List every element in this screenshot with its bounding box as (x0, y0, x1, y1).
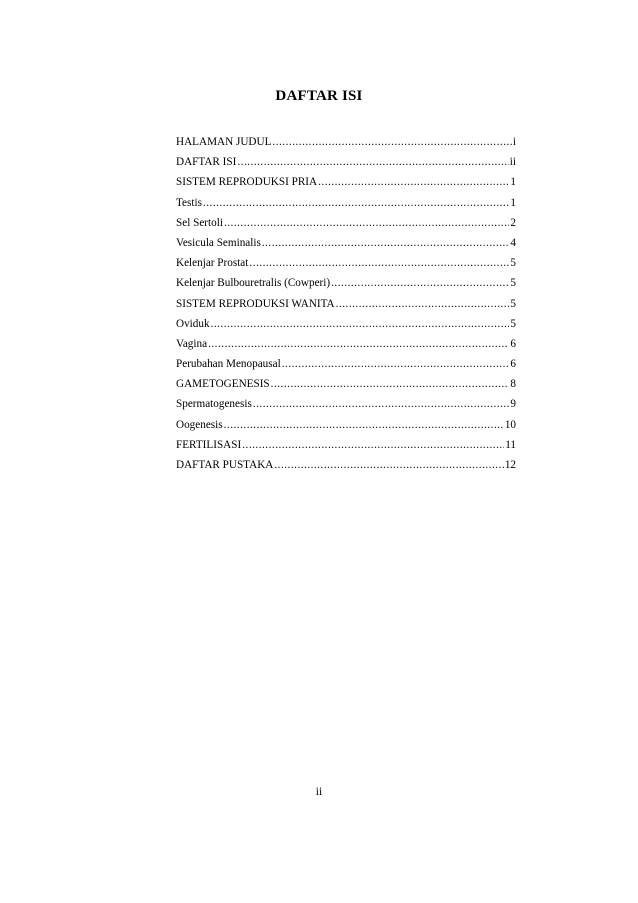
toc-entry-page: 1 (510, 196, 516, 209)
dot-leader (203, 197, 509, 209)
toc-entry-page: 5 (510, 257, 516, 270)
toc-entry (176, 217, 516, 237)
toc-entry-label: GAMETOGENESIS (176, 378, 270, 391)
toc-entry (176, 197, 516, 217)
toc-entry-page: 2 (510, 216, 516, 229)
toc-entry-page: ii (509, 156, 516, 169)
dot-leader (272, 136, 511, 148)
dot-leader (262, 237, 510, 249)
dot-leader (211, 318, 510, 330)
toc-entry (176, 419, 516, 439)
toc-entry-page: 4 (510, 236, 516, 249)
dot-leader (224, 419, 504, 431)
toc-entry-label: Oviduk (176, 317, 210, 330)
toc-entry-page: 5 (510, 277, 516, 290)
page-title: DAFTAR ISI (275, 88, 363, 104)
toc-entry-page: 1 (510, 176, 516, 189)
toc-entry (176, 277, 516, 297)
toc-entry-page: i (512, 136, 516, 148)
dot-leader (331, 277, 509, 289)
toc-entry-page: 8 (510, 378, 516, 391)
dot-leader (249, 257, 509, 269)
toc-entry (176, 257, 516, 277)
toc-entry-page: 6 (510, 337, 516, 350)
toc-entry-label: Spermatogenesis (176, 398, 252, 411)
dot-leader (242, 439, 504, 451)
dot-leader (336, 298, 510, 310)
toc-entry (176, 439, 516, 459)
dot-leader (318, 176, 509, 188)
toc-entry (176, 237, 516, 257)
toc-entry-label: Oogenesis (176, 418, 223, 431)
dot-leader (282, 358, 510, 370)
toc-entry-label: Vagina (176, 337, 208, 350)
toc-entry-label: DAFTAR ISI (176, 156, 237, 169)
toc-entry (176, 378, 516, 398)
toc-entry-label: Perubahan Menopausal (176, 358, 281, 371)
toc-entry-page: 5 (510, 317, 516, 330)
toc-entry (176, 156, 516, 176)
table-of-contents (176, 136, 516, 479)
toc-entry-page: 6 (510, 358, 516, 371)
toc-entry-page: 9 (510, 398, 516, 411)
toc-entry-label: Testis (176, 196, 202, 209)
toc-entry-label: SISTEM REPRODUKSI WANITA (176, 297, 335, 310)
toc-entry (176, 398, 516, 418)
toc-entry (176, 298, 516, 318)
toc-entry (176, 176, 516, 196)
toc-entry-page: 12 (504, 459, 516, 471)
toc-entry (176, 318, 516, 338)
dot-leader (253, 398, 510, 410)
toc-entry-label: Sel Sertoli (176, 216, 223, 229)
dot-leader (208, 338, 509, 350)
toc-entry-label: DAFTAR PUSTAKA (176, 459, 274, 471)
toc-entry-page: 11 (505, 438, 516, 451)
toc-entry (176, 338, 516, 358)
page-number: ii (315, 786, 323, 798)
dot-leader (274, 459, 503, 471)
toc-entry-page: 5 (510, 297, 516, 310)
toc-entry-label: Vesicula Seminalis (176, 236, 261, 249)
toc-entry-label: Kelenjar Prostat (176, 257, 249, 270)
dot-leader (237, 156, 508, 168)
toc-entry-label: SISTEM REPRODUKSI PRIA (176, 176, 318, 189)
toc-entry-label: FERTILISASI (176, 438, 242, 451)
dot-leader (224, 217, 509, 229)
dot-leader (271, 378, 510, 390)
toc-entry (176, 459, 516, 479)
toc-entry (176, 136, 516, 156)
toc-entry (176, 358, 516, 378)
toc-entry-label: HALAMAN JUDUL (176, 136, 272, 148)
toc-entry-page: 10 (504, 418, 516, 431)
toc-entry-label: Kelenjar Bulbouretralis (Cowperi) (176, 277, 331, 290)
